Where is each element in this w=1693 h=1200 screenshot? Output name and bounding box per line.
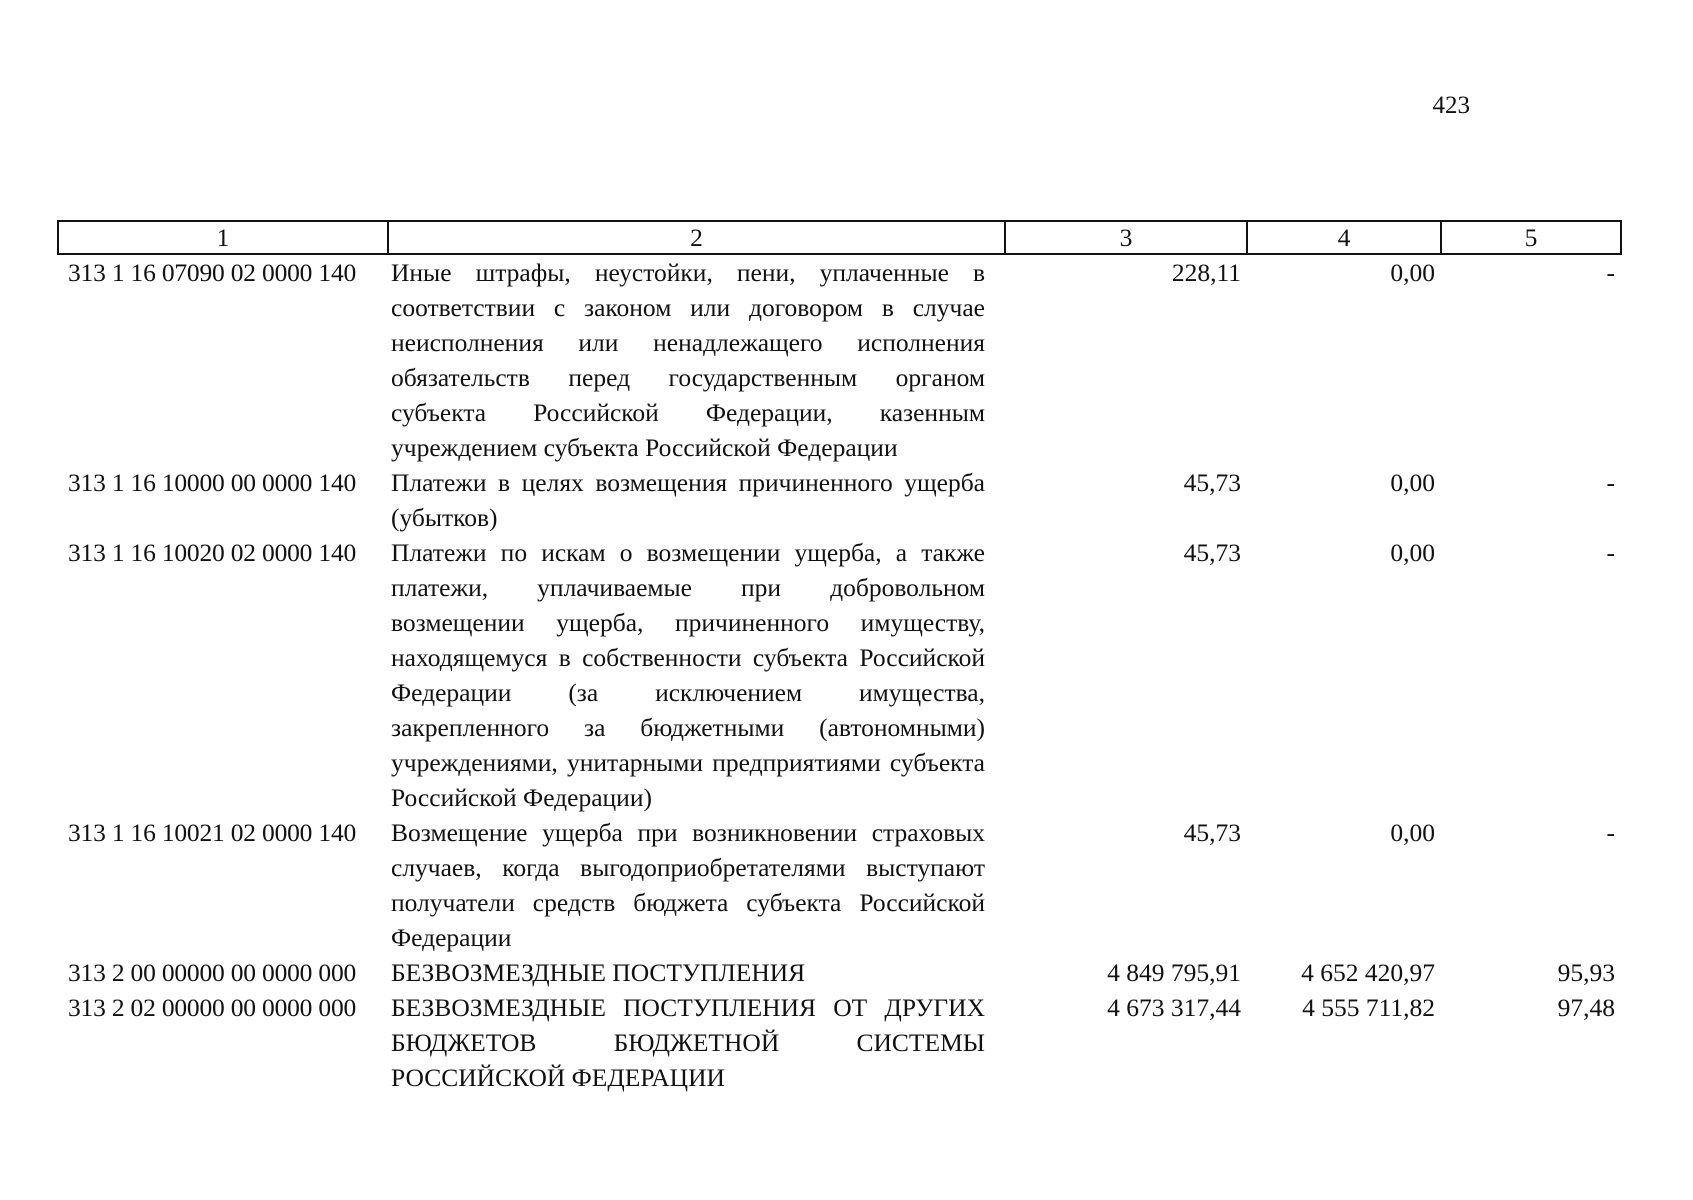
value-col-3: 4 849 795,91 bbox=[1107, 958, 1241, 987]
table-row bbox=[58, 955, 1621, 990]
table-row bbox=[58, 990, 1621, 1095]
value-col-4: 0,00 bbox=[1390, 468, 1435, 497]
header-col-4: 4 bbox=[1247, 221, 1441, 254]
value-col-3: 45,73 bbox=[1183, 818, 1241, 847]
value-col-4: 0,00 bbox=[1390, 818, 1435, 847]
table-row bbox=[58, 254, 1621, 465]
revenue-table bbox=[57, 220, 1622, 1095]
table-row bbox=[58, 815, 1621, 955]
value-col-5: 97,48 bbox=[1557, 993, 1615, 1022]
header-col-1: 1 bbox=[58, 221, 388, 254]
value-col-5: - bbox=[1606, 538, 1615, 567]
value-col-4: 0,00 bbox=[1390, 258, 1435, 287]
income-name: Платежи по искам о возмещении ущерба, а также платежи, уплачиваемые при добровольном возмещении ущерба, причиненного имуществу, находящемуся в собственности субъекта Российской Федерации (за исключением имущества, закрепленного за бюджетными (автономными) учреждениями, унитарными предприятиями субъекта Российской Федерации) bbox=[391, 538, 985, 812]
table-body bbox=[58, 254, 1621, 1095]
value-col-5: - bbox=[1606, 258, 1615, 287]
value-col-3: 4 673 317,44 bbox=[1107, 993, 1241, 1022]
income-name: Возмещение ущерба при возникновении страховых случаев, когда выгодоприобретателями выступают получатели средств бюджета субъекта Российской Федерации bbox=[391, 818, 985, 952]
value-col-5: - bbox=[1606, 818, 1615, 847]
table-header bbox=[58, 221, 1621, 254]
value-col-3: 228,11 bbox=[1171, 258, 1241, 287]
value-col-3: 45,73 bbox=[1183, 468, 1241, 497]
budget-code: 313 1 16 10020 02 0000 140 bbox=[68, 538, 357, 567]
table-row bbox=[58, 535, 1621, 815]
budget-code: 313 1 16 07090 02 0000 140 bbox=[68, 258, 357, 287]
page-number: 423 bbox=[1432, 92, 1470, 119]
value-col-4: 0,00 bbox=[1390, 538, 1435, 567]
income-name: БЕЗВОЗМЕЗДНЫЕ ПОСТУПЛЕНИЯ bbox=[391, 958, 806, 987]
income-name: Иные штрафы, неустойки, пени, уплаченные в соответствии с законом или договором в случае неисполнения или ненадлежащего исполнения обязательств перед государственным органом субъекта Российской Федерации, казенным учреждением субъекта Российской Федерации bbox=[391, 258, 985, 462]
value-col-4: 4 555 711,82 bbox=[1302, 993, 1435, 1022]
budget-code: 313 1 16 10021 02 0000 140 bbox=[68, 818, 357, 847]
budget-code: 313 2 02 00000 00 0000 000 bbox=[68, 993, 357, 1022]
value-col-4: 4 652 420,97 bbox=[1301, 958, 1435, 987]
header-row bbox=[58, 221, 1621, 254]
income-name: БЕЗВОЗМЕЗДНЫЕ ПОСТУПЛЕНИЯ ОТ ДРУГИХ БЮДЖЕТОВ БЮДЖЕТНОЙ СИСТЕМЫ РОССИЙСКОЙ ФЕДЕРАЦИИ bbox=[391, 993, 985, 1092]
income-name: Платежи в целях возмещения причиненного ущерба (убытков) bbox=[391, 468, 985, 532]
header-col-5: 5 bbox=[1441, 221, 1621, 254]
value-col-5: 95,93 bbox=[1557, 958, 1615, 987]
table-row bbox=[58, 465, 1621, 535]
header-col-2: 2 bbox=[388, 221, 1005, 254]
budget-code: 313 1 16 10000 00 0000 140 bbox=[68, 468, 357, 497]
budget-code: 313 2 00 00000 00 0000 000 bbox=[68, 958, 357, 987]
value-col-3: 45,73 bbox=[1183, 538, 1241, 567]
value-col-5: - bbox=[1606, 468, 1615, 497]
header-col-3: 3 bbox=[1005, 221, 1247, 254]
